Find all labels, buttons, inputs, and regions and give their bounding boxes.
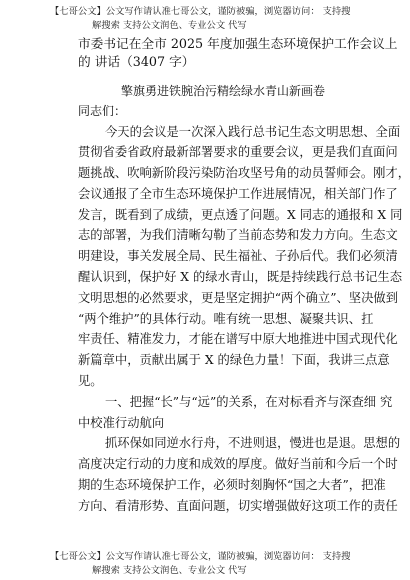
body-line: 会议通报了全市生态环境保护工作进展情况，相关部门作了	[78, 186, 398, 201]
body-text	[78, 122, 410, 517]
document-subtitle: 擎旗勇进铁腕治污精绘绿水青山新画卷	[120, 84, 325, 98]
footer-line-1: 【七哥公文】公文写作请认准七哥公文，谨防被骗，浏览器访问： 支持搜	[50, 551, 351, 562]
header-line-1: 【七哥公文】公文写作请认准七哥公文，谨防被骗，浏览器访问： 支持搜	[50, 6, 351, 17]
body-line: 方向、看清形势、直面问题，切实增强做好这项工作的责任	[78, 498, 398, 513]
footer-line-2: 解搜索 支持公文润色、专业公文 代写	[92, 565, 247, 576]
body-line: 明建设，事关发展全局、民生福祉、子孙后代。我们必须清	[78, 249, 398, 264]
body-line: 发言，既看到了成绩，更点透了问题。X 同志的通报和 X 同	[78, 207, 403, 222]
body-line: 中校准行动航向	[78, 415, 165, 430]
document-body	[78, 35, 410, 517]
body-line: 醒认识到，保护好 X 的绿水青山，既是持续践行总书记生态	[78, 270, 402, 285]
body-line: 新篇章中，贡献出属于 X 的绿色力量！下面，我讲三点意	[78, 353, 390, 368]
body-line: 今天的会议是一次深入践行总书记生态文明思想、全面	[105, 124, 401, 139]
header-line-2: 解搜索 支持公文润色、专业公文 代写	[92, 20, 247, 31]
body-line: 见。	[78, 374, 103, 389]
page-footer	[0, 550, 410, 578]
body-line: 高度决定行动的力度和成效的厚度。做好当前和今后一个时	[78, 457, 398, 472]
body-line: 抓环保如同逆水行舟，不进则退，慢进也是退。思想的	[105, 436, 401, 451]
body-line: 志的部署，为我们清晰勾勒了当前态势和发力方向。生态文	[78, 228, 398, 243]
body-line: 一、把握“长”与“远”的关系，在对标看齐与深查细 究	[105, 394, 393, 409]
salutation: 同志们：	[78, 104, 127, 118]
document-title-line-2: 的 讲话（3407 字）	[78, 53, 195, 69]
body-line: 文明思想的必然要求，更是坚定拥护“两个确立”、坚决做到	[78, 290, 398, 305]
body-line: 题挑战、吹响新阶段污染防治攻坚号角的动员誓师会。刚才，	[78, 166, 410, 181]
body-line: 贯彻省委省政府最新部署要求的重要会议，更是我们直面问	[78, 145, 398, 160]
document-title-line-1: 市委书记在全市 2025 年度加强生态环境保护工作会议上	[78, 36, 398, 51]
page-header	[0, 5, 410, 33]
body-line: “两个维护”的具体行动。唯有统一思想、凝聚共识、扛	[78, 311, 374, 326]
body-line: 期的生态环境保护工作，必须时刻胸怀“国之大者”，把准	[78, 478, 386, 493]
body-line: 牢责任、精准发力，才能在谱写中原大地推进中国式现代化	[78, 332, 398, 347]
